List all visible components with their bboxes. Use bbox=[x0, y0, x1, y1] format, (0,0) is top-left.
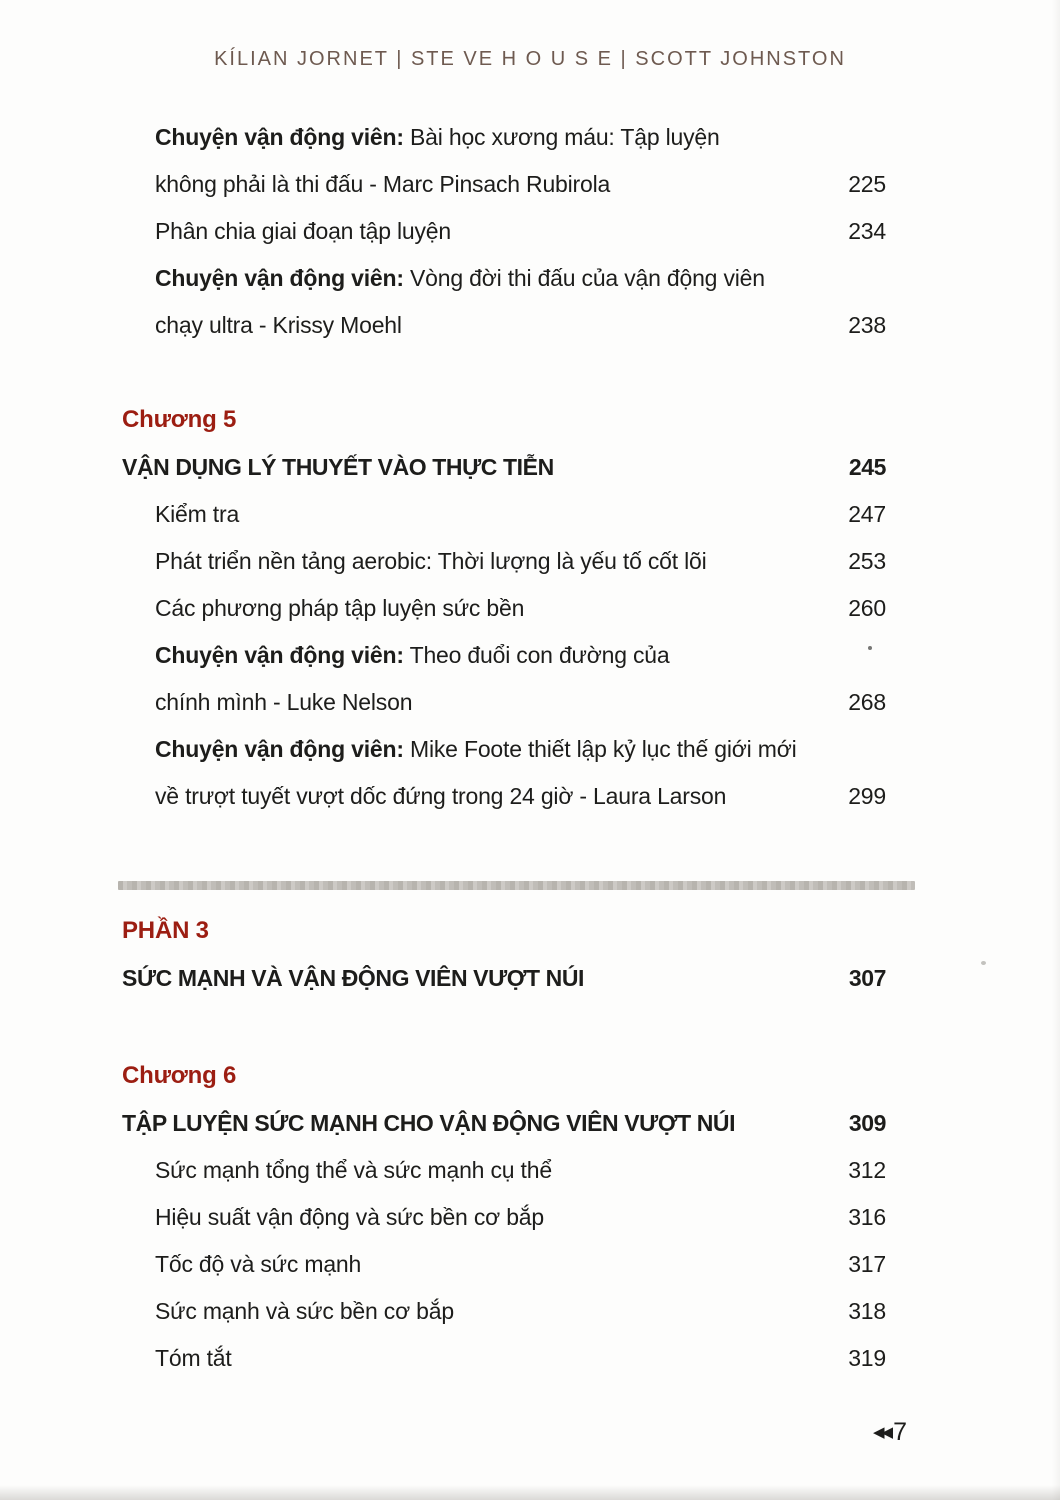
toc-entry bbox=[122, 122, 886, 169]
chapter-title-row bbox=[122, 963, 886, 1010]
entry-title: Các phương pháp tập luyện sức bền bbox=[155, 595, 525, 621]
toc-entry bbox=[122, 781, 886, 828]
entry-title: PHẦN 3 bbox=[122, 917, 209, 944]
entry-page-number: 260 bbox=[848, 595, 886, 621]
spacer bbox=[122, 1010, 886, 1061]
chapter-label bbox=[122, 405, 886, 452]
entry-page-number: 247 bbox=[848, 501, 886, 527]
entry-page-number: 312 bbox=[848, 1157, 886, 1183]
entry-page-number: 318 bbox=[848, 1298, 886, 1324]
chapter-title-row bbox=[122, 1108, 886, 1155]
entry-page-number: 317 bbox=[848, 1251, 886, 1277]
chapter-label bbox=[122, 1061, 886, 1108]
toc-entry bbox=[122, 1296, 886, 1343]
entry-page-number: 268 bbox=[848, 689, 886, 715]
scan-speck-artifact bbox=[981, 961, 986, 965]
toc-entry bbox=[122, 1249, 886, 1296]
entry-title: Chương 6 bbox=[122, 1062, 237, 1089]
toc-entry bbox=[122, 640, 886, 687]
toc-entry bbox=[122, 546, 886, 593]
section-divider bbox=[118, 881, 915, 890]
entry-title: Chuyện vận động viên: Theo đuổi con đường của bbox=[155, 642, 670, 668]
table-of-contents bbox=[122, 122, 886, 1390]
entry-title-prefix: Chuyện vận động viên: bbox=[155, 124, 404, 150]
toc-entry bbox=[122, 263, 886, 310]
spacer bbox=[122, 828, 886, 881]
entry-title: Phân chia giai đoạn tập luyện bbox=[155, 218, 451, 244]
entry-title: Chuyện vận động viên: Bài học xương máu: Tập luyện bbox=[155, 124, 720, 150]
entry-page-number: 253 bbox=[848, 548, 886, 574]
toc-entry bbox=[122, 1343, 886, 1390]
entry-title: về trượt tuyết vượt dốc đứng trong 24 giờ - Laura Larson bbox=[155, 783, 727, 809]
toc-entry bbox=[122, 1155, 886, 1202]
toc-entry bbox=[122, 734, 886, 781]
entry-title: Phát triển nền tảng aerobic: Thời lượng là yếu tố cốt lõi bbox=[155, 548, 707, 574]
entry-page-number: 234 bbox=[848, 218, 886, 244]
entry-title: Hiệu suất vận động và sức bền cơ bắp bbox=[155, 1204, 544, 1230]
entry-title-prefix: Chuyện vận động viên: bbox=[155, 736, 404, 762]
page-number: 7 bbox=[893, 1418, 907, 1446]
toc-entry bbox=[122, 499, 886, 546]
entry-page-number: 245 bbox=[848, 454, 886, 480]
scan-bottom-edge bbox=[0, 1485, 1060, 1500]
entry-page-number: 316 bbox=[848, 1204, 886, 1230]
scan-right-edge bbox=[1052, 0, 1060, 1500]
entry-title-prefix: Chuyện vận động viên: bbox=[155, 642, 404, 668]
entry-title: Tóm tắt bbox=[155, 1345, 232, 1371]
toc-entry bbox=[122, 169, 886, 216]
entry-title: VẬN DỤNG LÝ THUYẾT VÀO THỰC TIỄN bbox=[122, 454, 554, 480]
entry-title: Sức mạnh tổng thể và sức mạnh cụ thể bbox=[155, 1157, 552, 1183]
page-footer bbox=[830, 1418, 950, 1447]
entry-page-number: 319 bbox=[848, 1345, 886, 1371]
entry-title: Chuyện vận động viên: Vòng đời thi đấu của vận động viên bbox=[155, 265, 765, 291]
entry-page-number: 309 bbox=[848, 1110, 886, 1136]
toc-entry bbox=[122, 687, 886, 734]
entry-title: chính mình - Luke Nelson bbox=[155, 689, 413, 715]
entry-title: Chuyện vận động viên: Mike Foote thiết lập kỷ lục thế giới mới bbox=[155, 736, 797, 762]
running-header-authors: KÍLIAN JORNET | STE VE H O U S E | SCOTT JOHNSTON bbox=[214, 48, 846, 70]
entry-title: Kiểm tra bbox=[155, 501, 240, 527]
entry-page-number: 307 bbox=[848, 965, 886, 991]
entry-title: Tốc độ và sức mạnh bbox=[155, 1251, 362, 1277]
entry-title: Chương 5 bbox=[122, 406, 237, 433]
chapter-title-row bbox=[122, 452, 886, 499]
entry-title: Sức mạnh và sức bền cơ bắp bbox=[155, 1298, 454, 1324]
toc-entry bbox=[122, 216, 886, 263]
entry-title: chạy ultra - Krissy Moehl bbox=[155, 312, 402, 338]
part-label bbox=[122, 916, 886, 963]
entry-page-number: 225 bbox=[848, 171, 886, 197]
rewind-icon: ◀◀ bbox=[873, 1424, 891, 1441]
toc-entry bbox=[122, 310, 886, 357]
entry-title: không phải là thi đấu - Marc Pinsach Rubirola bbox=[155, 171, 611, 197]
entry-title: TẬP LUYỆN SỨC MẠNH CHO VẬN ĐỘNG VIÊN VƯỢT NÚI bbox=[122, 1110, 736, 1136]
entry-page-number: 299 bbox=[848, 783, 886, 809]
entry-title-prefix: Chuyện vận động viên: bbox=[155, 265, 404, 291]
scan-dot-artifact bbox=[868, 646, 872, 650]
toc-entry bbox=[122, 593, 886, 640]
toc-entry bbox=[122, 1202, 886, 1249]
spacer bbox=[122, 357, 886, 405]
entry-page-number: 238 bbox=[848, 312, 886, 338]
spacer bbox=[122, 890, 886, 916]
entry-title: SỨC MẠNH VÀ VẬN ĐỘNG VIÊN VƯỢT NÚI bbox=[122, 965, 585, 991]
